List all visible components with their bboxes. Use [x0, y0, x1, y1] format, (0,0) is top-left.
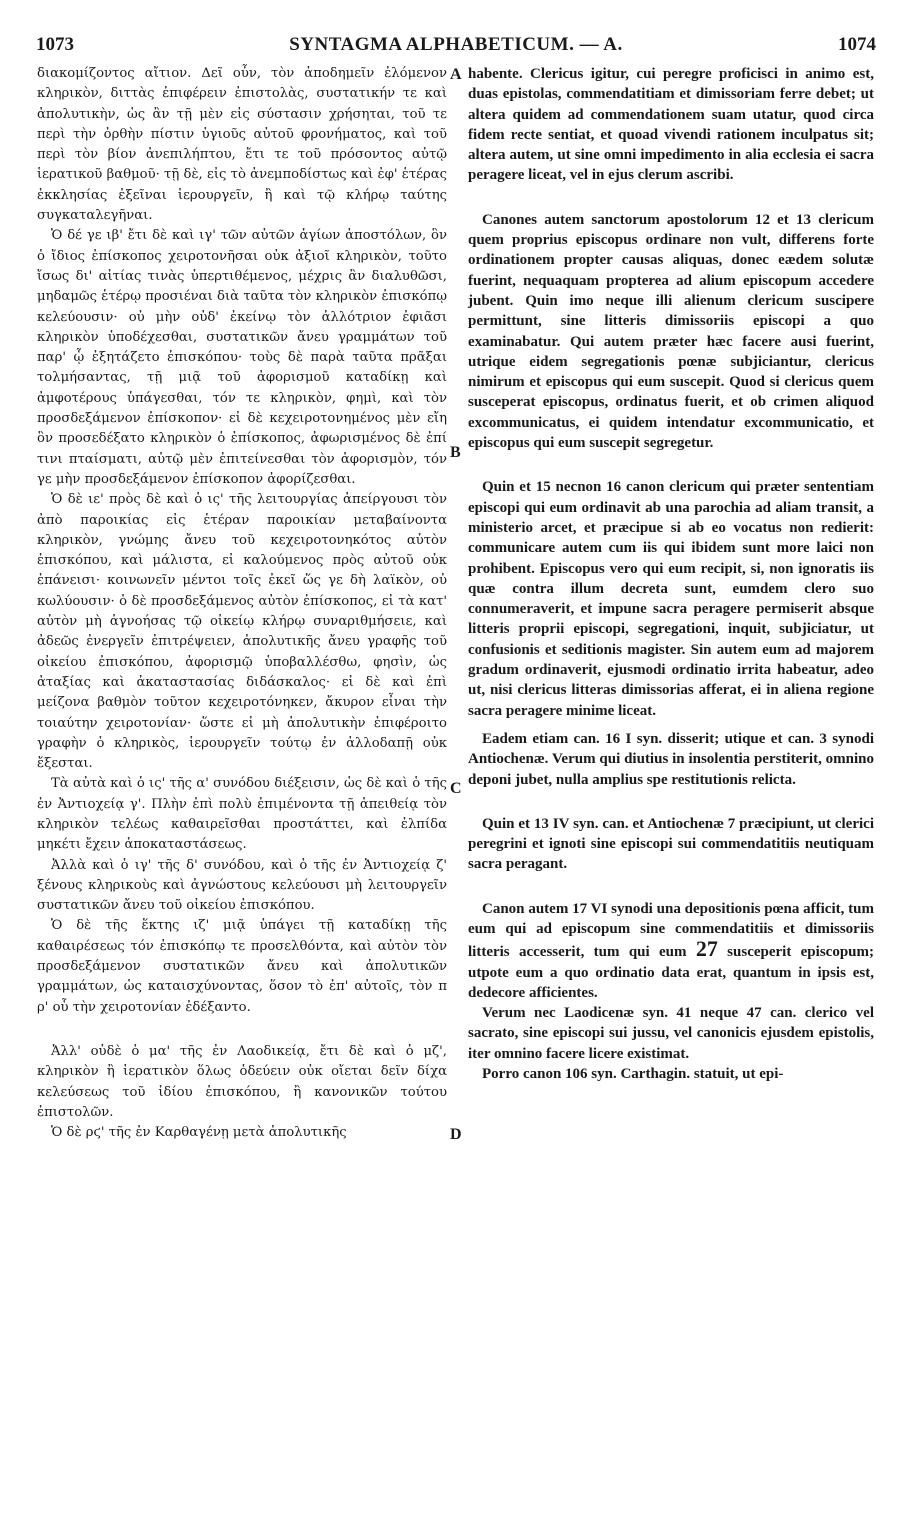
running-header	[36, 34, 876, 62]
spacer	[37, 1018, 447, 1042]
greek-paragraph: Ὁ δὲ τῆς ἕκτης ιζ' μιᾷ ὑπάγει τῇ καταδίκῃ τῆς καθαιρέσεως τόν ἐπισκόπῳ τε προσελθόντα, καὶ αὐτὸν τὸν προσδεξάμενον συστατικῶν ἄνευ καὶ ἀπολυτικῶν γραμμάτων, ὡς καταισχύνοντας, ὅσον τὸ ἐπ' αὐτοῖς, τὸν π ρ' οὗ τὴν χειροτονίαν ἐδέξαντο.	[37, 918, 447, 1015]
latin-text: susceperit episcopum; utpote eum a quo ordinatio data erat, quantum in ipsis est, dedecore afficientes.	[468, 944, 874, 1001]
latin-paragraph: habente. Clericus igitur, cui peregre proficisci in animo est, duas epistolas, commendatitiam et dimissoriam ferre debet; ut altera quidem ad commendationem suam utatur, quod circa fidem recte sentiat, et quoad vivendi rationem inculpatus sit; altera autem, ut sine omni impedimento in alia ecclesia ei sacra peragere liceat, vel in ejus clerum ascribi.	[468, 66, 874, 184]
latin-paragraph	[468, 899, 874, 1003]
spacer	[468, 875, 874, 899]
column-number-left: 1073	[36, 34, 74, 55]
greek-paragraph: Τὰ αὐτὰ καὶ ὁ ις' τῆς α' συνόδου διέξεισιν, ὡς δὲ καὶ ὁ τῆς ἐν Ἀντιοχείᾳ γ'. Πλὴν ἐπὶ πολὺ ἐπιμένοντα τῇ ἀπειθείᾳ τὸν κληρικὸν τελέως καθαιρεῖσθαι προστάττει, καὶ ἐλπίδα μηκέτι ἔχειν ἀποκαταστάσεως.	[37, 776, 447, 853]
section-marker-c: C	[450, 780, 462, 797]
section-marker-a: A	[450, 66, 462, 83]
greek-paragraph: Ἀλλὰ καὶ ὁ ιγ' τῆς δ' συνόδου, καὶ ὁ τῆς ἐν Ἀντιοχείᾳ ζ' ξένους κληρικοὺς καὶ ἀγνώστους κελεύουσι μὴ λειτουργεῖν συστατικῶν ἄνευ τοῦ οἰκείου ἐπισκόπου.	[37, 857, 447, 914]
greek-paragraph: διακομίζοντος αἴτιον. Δεῖ οὖν, τὸν ἀποδημεῖν ἐλόμενον κληρικὸν, διττὰς ἐπιφέρειν ἐπιστολὰς, συστατικήν τε καὶ ἀπολυτικὴν, ὡς ἂν τῇ μὲν εἰς σύστασιν χρήσηται, τοῦ τε περὶ τὴν ὀρθὴν πίστιν ὑγιοῦς αὐτοῦ φρονήματος, καὶ τοῦ περὶ τὸν βίον ἀνεπιλήπτου, ἔτι τε τοῦ πρόσοντος αὐτῷ ἱερατικοῦ βαθμοῦ· τῇ δὲ, εἰς τὸ ἀνεμποδίστως καὶ ἐφ' ἑτέρας ἐκκλησίας ἐξεῖναι ἱερουργεῖν, ἢ καὶ τῷ κλήρῳ ταύτης συγκαταλεγῆναι.	[37, 66, 447, 224]
latin-text: Canon autem 17 VI synodi una depositionis pœna afficit, tum eum qui ad episcopum sine commendatitiis et dimissoriis litteris accesserit, tum qui eum	[468, 900, 874, 961]
page-number-27: 27	[695, 936, 718, 962]
greek-paragraph: Ὁ δὲ ιε' πρὸς δὲ καὶ ὁ ις' τῆς λειτουργίας ἀπείργουσι τὸν ἀπὸ παροικίας εἰς ἑτέραν παροικίαν μεταβαίνοντα κληρικὸν, γνώμης ἄνευ τοῦ κεχειροτονηκότος αὐτὸν ἐπισκόπου, καὶ μάλιστα, εἰ καλούμενος πρὸς αὐτοῦ οὐκ ἐπάνεισι· κοινωνεῖν μέντοι τοῖς ἐκεῖ ὥς γε δὴ λαϊκὸν, οὐ κωλύουσιν· ὁ δὲ προσδεξάμενος αὐτὸν ἐπίσκοπος, εἰ τὰ κατ' αὐτὸν μὴ ἀγνοήσας τῷ οἰκείῳ κλήρῳ συναριθμήσειε, καὶ ἀδεῶς ἐνεργεῖν ἐπιτρέψειεν, ἀπολυτικῆς ἄνευ γραφῆς τοῦ οἰκείου ἐπισκόπου, ἀφορισμῷ ὑποβαλλέσθω, φησὶν, ὡς ἀταξίας καὶ ἀκαταστασίας διδάσκαλος· εἰ δὲ καὶ ἐπὶ μείζονα βαθμὸν τοῦτον κεχειροτόνηκεν, ἄκυρον εἶναι τὴν τοιαύτην χειροτονίαν· ὥστε εἰ μὴ ἀπολυτικὴν ἐπιφέροιτο γραφὴν ὁ κληρικὸς, ἱερουργεῖν τούτῳ ἐν ἀλλοδαπῇ οὐκ ἔξεσται.	[37, 492, 447, 772]
greek-paragraph: Ἀλλ' οὐδὲ ὁ μα' τῆς ἐν Λαοδικείᾳ, ἔτι δὲ καὶ ὁ μζ', κληρικὸν ἢ ἱερατικὸν ὅλως ὁδεύειν οὐκ οἴεται δεῖν δίχα κελεύσεως τοῦ ἰδίου ἐπισκόπου, ἢ κανονικῶν τούτου ἐπιστολῶν.	[37, 1043, 447, 1120]
latin-paragraph: Canones autem sanctorum apostolorum 12 et 13 clericum quem proprius episcopus ordinare non vult, differens forte ordinationem propter causas aliquas, donec eædem solutæ fuerint, nequaquam propterea ad alium episcopum accedere jubent. Quin imo neque illi alienum clericum suscipere permittunt, sine litteris dimissoriis episcopi a quo examinabatur. Qui autem præter hæc facere ausi fuerint, utrique eidem segregationis pœnæ subjiciantur, clericus nimirum et episcopus qui eum suscepit. Quod si clericus quem susceperat episcopus, ordinatus fuerit, et ob crimen aliquod excommunicatus, ei quidem intendatur excommunicatio, et episcopus qui eum suscepit segregetur.	[468, 211, 874, 452]
spacer	[468, 790, 874, 814]
section-marker-d: D	[450, 1126, 462, 1143]
spacer	[468, 186, 874, 210]
greek-paragraph: Ὁ δὲ ρϛ' τῆς ἐν Καρθαγένῃ μετὰ ἀπολυτικῆς	[51, 1125, 347, 1141]
latin-paragraph: Quin et 15 necnon 16 canon clericum qui præter sententiam episcopi qui eum ordinavit ab una parochia ad aliam transit, a ministerio arcet, et præcipue si ab eo vocatus non redierit: communicare autem cum iis qui ibidem sunt more laici non prohibent. Episcopus vero qui eum recipit, si, non ignoratis iis quæ contra illum decreta sunt, eumdem clero suo connumeraverit, et impune sacra peragere permiserit absque litteris proprii episcopi, segregationi, inquit, subjiciatur, ut confusionis et seditionis magister. Sin autem eum ad majorem gradum ordinaverit, ejusmodi ordinatio irrita habeatur, adeo ut, nisi clericus litteras dimissorias afferat, ei in aliena regione sacra peragere minime liceat.	[468, 479, 874, 719]
spacer	[468, 721, 874, 729]
latin-paragraph: Verum nec Laodicenæ syn. 41 neque 47 can. clerico vel sacrato, sine episcopi sui jussu, vel canonicis ejusdem epistolis, iter omnino facere licere existimat.	[468, 1005, 874, 1062]
latin-column	[468, 64, 874, 1084]
running-title: SYNTAGMA ALPHABETICUM. — A.	[289, 34, 623, 55]
greek-paragraph: Ὁ δέ γε ιβ' ἔτι δὲ καὶ ιγ' τῶν αὐτῶν ἁγίων ἀποστόλων, ὃν ὁ ἴδιος ἐπίσκοπος χειροτονῆσαι οὐκ ἀξιοῖ κληρικὸν, τοῦτο ἴσως δι' αἰτίας τινὰς ὑπερτιθέμενος, μέχρις ἂν διαλυθῶσι, μηδαμῶς ἑτέρῳ προσιέναι διὰ ταῦτα τὸν κληρικὸν ἐπισκόπῳ κελεύουσιν· οὐ μὴν οὐδ' ἐκείνῳ τὸν ἀλλότριον ἐφιᾶσι κληρικὸν ὑποδέχεσθαι, συστατικῶν ἄνευ γραμμάτων τοῦ παρ' ᾧ ἐξητάζετο ἐπισκόπου· τοὺς δὲ παρὰ ταῦτα πρᾶξαι τολμήσαντας, τῇ μιᾷ τοῦ ἀφορισμοῦ καταδίκῃ καὶ ἀμφοτέρους ὑπάγεσθαι, τόν τε κληρικὸν, φημὶ, καὶ τὸν προσδεξάμενον ἐπίσκοπον· εἰ δὲ κεχειροτονημένος μὲν εἴη ὃν προσεδέξατο κληρικὸν ὁ ἐπίσκοπος, ἀφωρισμένος δὲ ἐπί τινι πταίσματι, αὐτῷ μὲν ἐπιτείνεσθαι τὸν ἀφορισμὸν, τόν γε μὴν προσδεξάμενον ἐπίσκοπον ἀφορίζεσθαι.	[37, 228, 447, 487]
latin-paragraph: Quin et 13 IV syn. can. et Antiochenæ 7 præcipiunt, ut clerici peregrini et ignoti sine episcopi sui commendatitiis neutiquam sacra peragant.	[468, 815, 874, 873]
section-marker-b: B	[450, 444, 461, 461]
greek-column	[37, 64, 447, 1143]
column-number-right: 1074	[838, 34, 876, 55]
spacer	[468, 453, 874, 477]
latin-paragraph: Eadem etiam can. 16 I syn. disserit; utique et can. 3 synodi Antiochenæ. Verum qui diutius in insolentia perstiterit, omnino deponi jubet, nulla amplius spe restitutionis relicta.	[468, 730, 874, 788]
latin-paragraph: Porro canon 106 syn. Carthagin. statuit, ut epi-	[482, 1066, 784, 1083]
